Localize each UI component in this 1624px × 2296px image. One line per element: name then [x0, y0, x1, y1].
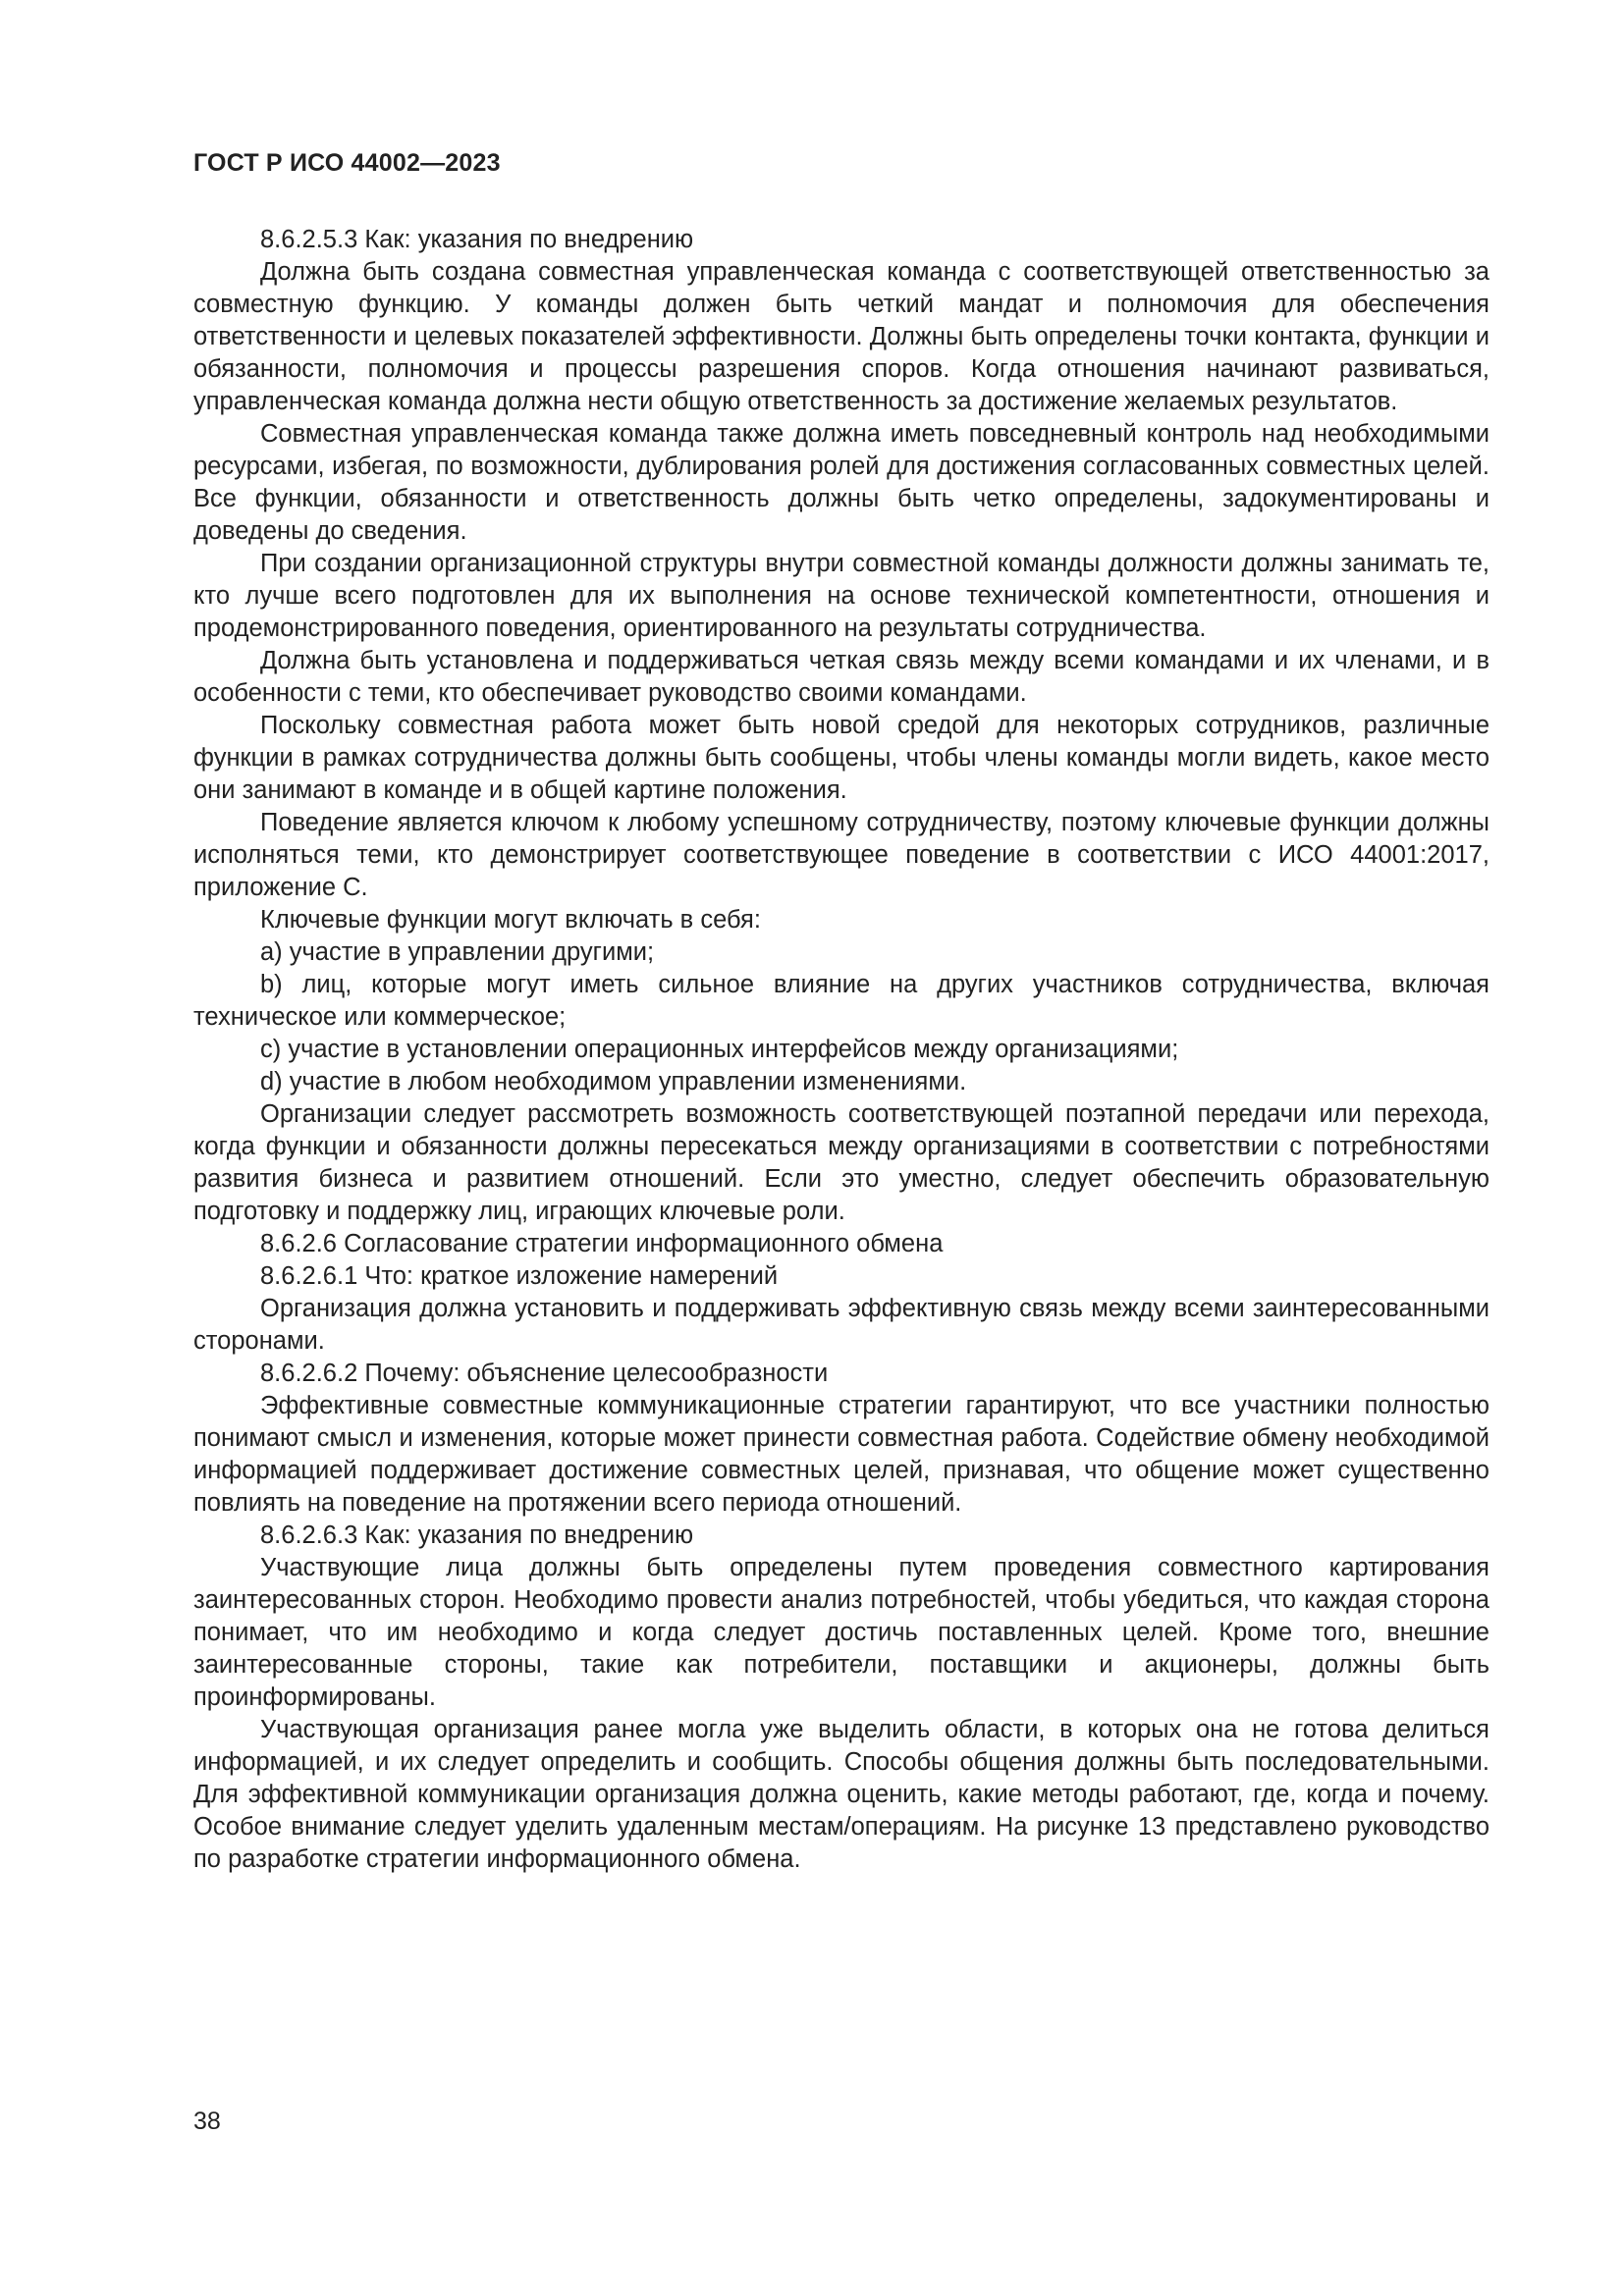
page-number: 38	[193, 2108, 221, 2135]
paragraph: Ключевые функции могут включать в себя:	[260, 906, 761, 934]
paragraph: Должна быть создана совместная управленческая команда с соответствующей ответственностью за совместную функцию. У команды должен быть четкий мандат и полномочия для обеспечения ответственности и целевых показателей эффективности. Должны быть определены точки контакта, функции и обязанности, полномочия и процессы разрешения споров. Когда отношения начинают развиваться, управленческая команда должна нести общую ответственность за достижение желаемых результатов.	[193, 258, 1489, 415]
list-item: b) лиц, которые могут иметь сильное влияние на других участников сотрудничества, включая техническое или коммерческое;	[193, 971, 1489, 1031]
paragraph: При создании организационной структуры внутри совместной команды должности должны занимать те, кто лучше всего подготовлен для их выполнения на основе технической компетентности, отношения и продемонстрированного поведения, ориентированного на результаты сотрудничества.	[193, 550, 1489, 642]
section-heading: 8.6.2.6 Согласование стратегии информационного обмена	[260, 1230, 944, 1257]
paragraph: Поведение является ключом к любому успешному сотрудничеству, поэтому ключевые функции должны исполняться теми, кто демонстрирует соответствующее поведение в соответствии с ИСО 44001:2017, приложение С.	[193, 809, 1489, 901]
list-item: d) участие в любом необходимом управлении изменениями.	[260, 1068, 967, 1095]
section-heading: 8.6.2.6.3 Как: указания по внедрению	[260, 1522, 694, 1549]
section-heading: 8.6.2.5.3 Как: указания по внедрению	[260, 226, 694, 253]
paragraph: Участвующие лица должны быть определены путем проведения совместного картирования заинтересованных сторон. Необходимо провести анализ потребностей, чтобы убедиться, что каждая сторона понимает, что им необходимо и когда следует достичь поставленных целей. Кроме того, внешние заинтересованные стороны, такие как потребители, поставщики и акционеры, должны быть проинформированы.	[193, 1554, 1489, 1711]
paragraph: Организации следует рассмотреть возможность соответствующей поэтапной передачи или перехода, когда функции и обязанности должны пересекаться между организациями в соответствии с потребностями развития бизнеса и развитием отношений. Если это уместно, следует обеспечить образовательную подготовку и поддержку лиц, играющих ключевые роли.	[193, 1100, 1489, 1225]
list-item: c) участие в установлении операционных интерфейсов между организациями;	[260, 1036, 1179, 1063]
section-heading: 8.6.2.6.2 Почему: объяснение целесообразности	[260, 1360, 829, 1387]
paragraph: Организация должна установить и поддерживать эффективную связь между всеми заинтересованными сторонами.	[193, 1295, 1489, 1355]
paragraph: Эффективные совместные коммуникационные стратегии гарантируют, что все участники полностью понимают смысл и изменения, которые может принести совместная работа. Содействие обмену необходимой информацией поддерживает достижение совместных целей, признавая, что общение может существенно повлиять на поведение на протяжении всего периода отношений.	[193, 1392, 1489, 1517]
paragraph: Поскольку совместная работа может быть новой средой для некоторых сотрудников, различные функции в рамках сотрудничества должны быть сообщены, чтобы члены команды могли видеть, какое место они занимают в команде и в общей картине положения.	[193, 712, 1489, 804]
paragraph: Совместная управленческая команда также должна иметь повседневный контроль над необходимыми ресурсами, избегая, по возможности, дублирования ролей для достижения согласованных совместных целей. Все функции, обязанности и ответственность должны быть четко определены, задокументированы и доведены до сведения.	[193, 420, 1489, 545]
section-heading: 8.6.2.6.1 Что: краткое изложение намерений	[260, 1262, 779, 1290]
document-header: ГОСТ Р ИСО 44002—2023	[193, 149, 501, 177]
list-item: a) участие в управлении другими;	[260, 938, 655, 966]
paragraph: Должна быть установлена и поддерживаться четкая связь между всеми командами и их членами, и в особенности с теми, кто обеспечивает руководство своими командами.	[193, 647, 1489, 707]
document-body	[193, 224, 1489, 1876]
paragraph: Участвующая организация ранее могла уже выделить области, в которых она не готова делиться информацией, и их следует определить и сообщить. Способы общения должны быть последовательными. Для эффективной коммуникации организация должна оценить, какие методы работают, где, когда и почему. Особое внимание следует уделить удаленным местам/операциям. На рисунке 13 представлено руководство по разработке стратегии информационного обмена.	[193, 1716, 1489, 1873]
